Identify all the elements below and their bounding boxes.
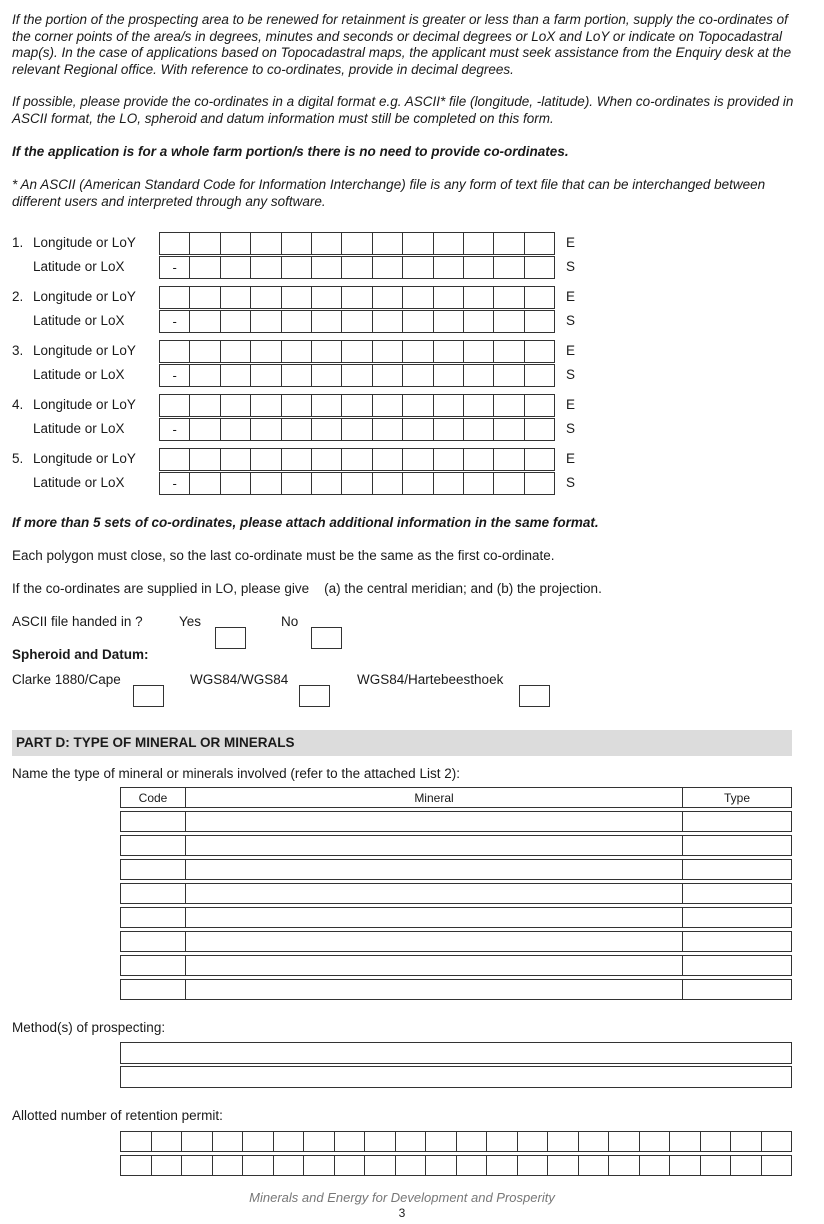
- digit-box[interactable]: [342, 418, 372, 441]
- spheroid-option-wgs84-label: WGS84/WGS84: [190, 672, 289, 687]
- permit-digit-box[interactable]: [152, 1155, 183, 1176]
- mineral-cell[interactable]: [186, 931, 683, 952]
- digit-box[interactable]: [434, 310, 464, 333]
- methods-input-line-2[interactable]: [120, 1066, 792, 1088]
- minus-sign-box: -: [160, 364, 190, 387]
- table-row: [120, 955, 792, 976]
- digit-box[interactable]: [434, 448, 464, 471]
- more-sets-note: If more than 5 sets of co-ordinates, please attach additional information in the same format.: [12, 515, 599, 530]
- south-indicator: S: [566, 367, 576, 382]
- digit-box[interactable]: [342, 256, 372, 279]
- digit-box[interactable]: [464, 286, 494, 309]
- east-indicator: E: [566, 235, 576, 250]
- digit-box[interactable]: [251, 310, 281, 333]
- digit-box[interactable]: [403, 394, 433, 417]
- permit-digit-box[interactable]: [701, 1155, 732, 1176]
- latitude-digit-boxes: [159, 472, 555, 495]
- digit-box[interactable]: [464, 472, 494, 495]
- east-indicator: E: [566, 289, 576, 304]
- type-cell[interactable]: [683, 811, 792, 832]
- column-header-mineral: Mineral: [186, 787, 683, 808]
- digit-box[interactable]: [464, 232, 494, 255]
- digit-box[interactable]: [221, 310, 251, 333]
- east-indicator: E: [566, 451, 576, 466]
- digit-box[interactable]: [312, 418, 342, 441]
- mineral-table-header-row: [120, 787, 792, 808]
- longitude-label: Longitude or LoY: [33, 289, 136, 304]
- methods-input-line-1[interactable]: [120, 1042, 792, 1064]
- east-indicator: E: [566, 397, 576, 412]
- digit-box[interactable]: [160, 340, 190, 363]
- digit-box[interactable]: [282, 286, 312, 309]
- digit-box[interactable]: [282, 310, 312, 333]
- digit-box[interactable]: [282, 418, 312, 441]
- permit-digit-box[interactable]: [731, 1131, 762, 1152]
- digit-box[interactable]: [373, 310, 403, 333]
- code-cell[interactable]: [120, 811, 186, 832]
- minus-sign-box: -: [160, 418, 190, 441]
- digit-box[interactable]: [282, 472, 312, 495]
- digit-box[interactable]: [464, 310, 494, 333]
- digit-box[interactable]: [373, 472, 403, 495]
- digit-box[interactable]: [312, 310, 342, 333]
- minus-sign-box: -: [160, 256, 190, 279]
- permit-digit-box[interactable]: [304, 1131, 335, 1152]
- permit-digit-box[interactable]: [518, 1131, 549, 1152]
- digit-box[interactable]: [342, 310, 372, 333]
- digit-box[interactable]: [434, 256, 464, 279]
- page-number: 3: [398, 1206, 406, 1220]
- ascii-no-checkbox[interactable]: [311, 627, 342, 649]
- digit-box[interactable]: [494, 232, 524, 255]
- mineral-cell[interactable]: [186, 835, 683, 856]
- mineral-cell[interactable]: [186, 907, 683, 928]
- permit-digit-row: [120, 1131, 792, 1152]
- type-cell[interactable]: [683, 835, 792, 856]
- digit-box[interactable]: [282, 256, 312, 279]
- table-row: [120, 883, 792, 904]
- latitude-digit-boxes: [159, 256, 555, 279]
- table-row: [120, 931, 792, 952]
- digit-box[interactable]: [282, 364, 312, 387]
- permit-digit-box[interactable]: [609, 1155, 640, 1176]
- digit-box[interactable]: [403, 256, 433, 279]
- permit-digit-box[interactable]: [243, 1131, 274, 1152]
- digit-box[interactable]: [251, 232, 281, 255]
- digit-box[interactable]: [525, 340, 555, 363]
- code-cell[interactable]: [120, 835, 186, 856]
- digit-box[interactable]: [221, 340, 251, 363]
- digit-box[interactable]: [464, 394, 494, 417]
- permit-digit-box[interactable]: [335, 1131, 366, 1152]
- digit-box[interactable]: [312, 394, 342, 417]
- mineral-cell[interactable]: [186, 955, 683, 976]
- intro-paragraph-1: If the portion of the prospecting area to be renewed for retainment is greater or less than a farm portion, supply the co-ordinates of the corner points of the area/s in degrees, minutes and seconds or decimal degrees or LoX and LoY or indicate on Topocadastral map(s). In the case of applications based on Topocadastral maps, the applicant must seek assistance from the Enquiry desk at the relevant Regional office. With reference to co-ordinates, provide in decimal degrees.: [12, 12, 792, 77]
- code-cell[interactable]: [120, 883, 186, 904]
- longitude-digit-boxes: [159, 232, 555, 255]
- permit-digit-box[interactable]: [365, 1131, 396, 1152]
- permit-digit-box[interactable]: [274, 1155, 305, 1176]
- spheroid-option-clarke-label: Clarke 1880/Cape: [12, 672, 121, 687]
- digit-box[interactable]: [342, 232, 372, 255]
- digit-box[interactable]: [403, 286, 433, 309]
- digit-box[interactable]: [251, 448, 281, 471]
- digit-box[interactable]: [434, 394, 464, 417]
- part-d-header: PART D: TYPE OF MINERAL OR MINERALS: [12, 730, 792, 756]
- digit-box[interactable]: [160, 232, 190, 255]
- permit-digit-box[interactable]: [548, 1155, 579, 1176]
- digit-box[interactable]: [525, 364, 555, 387]
- permit-digit-box[interactable]: [274, 1131, 305, 1152]
- digit-box[interactable]: [312, 472, 342, 495]
- digit-box[interactable]: [464, 256, 494, 279]
- longitude-digit-boxes: [159, 448, 555, 471]
- digit-box[interactable]: [403, 472, 433, 495]
- digit-box[interactable]: [312, 232, 342, 255]
- digit-box[interactable]: [282, 340, 312, 363]
- latitude-digit-boxes: [159, 364, 555, 387]
- digit-box[interactable]: [494, 340, 524, 363]
- ascii-no-label: No: [281, 614, 299, 629]
- digit-box[interactable]: [342, 286, 372, 309]
- digit-box[interactable]: [342, 364, 372, 387]
- south-indicator: S: [566, 313, 576, 328]
- digit-box[interactable]: [221, 472, 251, 495]
- digit-box[interactable]: [190, 286, 220, 309]
- digit-box[interactable]: [190, 364, 220, 387]
- permit-digit-box[interactable]: [579, 1131, 610, 1152]
- table-row: [120, 859, 792, 880]
- digit-box[interactable]: [251, 340, 281, 363]
- latitude-digit-boxes: [159, 418, 555, 441]
- digit-box[interactable]: [403, 310, 433, 333]
- permit-digit-box[interactable]: [396, 1131, 427, 1152]
- code-cell[interactable]: [120, 931, 186, 952]
- ascii-yes-checkbox[interactable]: [215, 627, 246, 649]
- longitude-label: Longitude or LoY: [33, 397, 136, 412]
- spheroid-option-hartebeesthoek-checkbox[interactable]: [519, 685, 550, 707]
- digit-box[interactable]: [525, 394, 555, 417]
- permit-digit-box[interactable]: [426, 1131, 457, 1152]
- digit-box[interactable]: [342, 394, 372, 417]
- spheroid-option-wgs84-checkbox[interactable]: [299, 685, 330, 707]
- digit-box[interactable]: [312, 448, 342, 471]
- permit-digit-box[interactable]: [762, 1131, 793, 1152]
- digit-box[interactable]: [282, 232, 312, 255]
- permit-digit-box[interactable]: [548, 1131, 579, 1152]
- permit-digit-box[interactable]: [609, 1131, 640, 1152]
- digit-box[interactable]: [160, 286, 190, 309]
- spheroid-option-hartebeesthoek-label: WGS84/Hartebeesthoek: [357, 672, 504, 687]
- digit-box[interactable]: [494, 286, 524, 309]
- table-row: [120, 835, 792, 856]
- digit-box[interactable]: [190, 418, 220, 441]
- digit-box[interactable]: [373, 232, 403, 255]
- latitude-label: Latitude or LoX: [33, 475, 125, 490]
- column-header-type: Type: [683, 787, 792, 808]
- code-cell[interactable]: [120, 955, 186, 976]
- digit-box[interactable]: [403, 340, 433, 363]
- digit-box[interactable]: [494, 394, 524, 417]
- digit-box[interactable]: [190, 310, 220, 333]
- digit-box[interactable]: [525, 448, 555, 471]
- permit-digit-box[interactable]: [182, 1155, 213, 1176]
- type-cell[interactable]: [683, 979, 792, 1000]
- permit-digit-box[interactable]: [518, 1155, 549, 1176]
- digit-box[interactable]: [373, 418, 403, 441]
- digit-box[interactable]: [494, 472, 524, 495]
- longitude-label: Longitude or LoY: [33, 235, 136, 250]
- spheroid-heading: Spheroid and Datum:: [12, 647, 149, 662]
- digit-box[interactable]: [434, 418, 464, 441]
- digit-box[interactable]: [373, 394, 403, 417]
- digit-box[interactable]: [221, 448, 251, 471]
- digit-box[interactable]: [251, 418, 281, 441]
- type-cell[interactable]: [683, 907, 792, 928]
- table-row: [120, 811, 792, 832]
- permit-digit-box[interactable]: [487, 1155, 518, 1176]
- type-cell[interactable]: [683, 955, 792, 976]
- permit-digit-box[interactable]: [213, 1155, 244, 1176]
- digit-box[interactable]: [251, 394, 281, 417]
- digit-box[interactable]: [282, 394, 312, 417]
- digit-box[interactable]: [373, 256, 403, 279]
- permit-digit-box[interactable]: [640, 1131, 671, 1152]
- digit-box[interactable]: [464, 418, 494, 441]
- mineral-cell[interactable]: [186, 811, 683, 832]
- digit-box[interactable]: [251, 472, 281, 495]
- digit-box[interactable]: [525, 256, 555, 279]
- longitude-digit-boxes: [159, 394, 555, 417]
- digit-box[interactable]: [190, 340, 220, 363]
- permit-digit-box[interactable]: [457, 1131, 488, 1152]
- east-indicator: E: [566, 343, 576, 358]
- digit-box[interactable]: [221, 256, 251, 279]
- south-indicator: S: [566, 259, 576, 274]
- permit-digit-box[interactable]: [731, 1155, 762, 1176]
- polygon-note: Each polygon must close, so the last co-ordinate must be the same as the first co-ordinate.: [12, 548, 555, 563]
- permit-digit-box[interactable]: [152, 1131, 183, 1152]
- permit-digit-box[interactable]: [701, 1131, 732, 1152]
- latitude-digit-boxes: [159, 310, 555, 333]
- digit-box[interactable]: [190, 448, 220, 471]
- minus-sign-box: -: [160, 472, 190, 495]
- type-cell[interactable]: [683, 883, 792, 904]
- table-row: [120, 979, 792, 1000]
- spheroid-option-clarke-checkbox[interactable]: [133, 685, 164, 707]
- digit-box[interactable]: [434, 232, 464, 255]
- coordinate-set-number: 5.: [12, 451, 24, 466]
- permit-digit-box[interactable]: [457, 1155, 488, 1176]
- digit-box[interactable]: [221, 418, 251, 441]
- code-cell[interactable]: [120, 907, 186, 928]
- digit-box[interactable]: [312, 340, 342, 363]
- digit-box[interactable]: [251, 256, 281, 279]
- longitude-digit-boxes: [159, 286, 555, 309]
- digit-box[interactable]: [342, 340, 372, 363]
- code-cell[interactable]: [120, 979, 186, 1000]
- code-cell[interactable]: [120, 859, 186, 880]
- mineral-cell[interactable]: [186, 979, 683, 1000]
- south-indicator: S: [566, 475, 576, 490]
- digit-box[interactable]: [403, 232, 433, 255]
- digit-box[interactable]: [494, 256, 524, 279]
- table-row: [120, 907, 792, 928]
- latitude-label: Latitude or LoX: [33, 367, 125, 382]
- permit-digit-box[interactable]: [304, 1155, 335, 1176]
- minus-sign-box: -: [160, 310, 190, 333]
- permit-digit-box[interactable]: [670, 1131, 701, 1152]
- south-indicator: S: [566, 421, 576, 436]
- digit-box[interactable]: [312, 364, 342, 387]
- permit-digit-box[interactable]: [335, 1155, 366, 1176]
- digit-box[interactable]: [312, 286, 342, 309]
- digit-box[interactable]: [251, 286, 281, 309]
- digit-box[interactable]: [160, 448, 190, 471]
- digit-box[interactable]: [464, 448, 494, 471]
- intro-paragraph-2: If possible, please provide the co-ordinates in a digital format e.g. ASCII* file (longitude, -latitude). When co-ordinates is provided in ASCII format, the LO, spheroid and datum information must still be completed on this form.: [12, 94, 794, 126]
- permit-digit-box[interactable]: [640, 1155, 671, 1176]
- digit-box[interactable]: [464, 340, 494, 363]
- digit-box[interactable]: [251, 364, 281, 387]
- lo-info-note: If the co-ordinates are supplied in LO, please give (a) the central meridian; and (b) the projection.: [12, 581, 602, 596]
- digit-box[interactable]: [312, 256, 342, 279]
- intro-paragraph-3: If the application is for a whole farm portion/s there is no need to provide co-ordinates.: [12, 144, 569, 159]
- ascii-yes-label: Yes: [179, 614, 202, 629]
- digit-box[interactable]: [494, 448, 524, 471]
- mineral-table: [120, 784, 792, 1003]
- digit-box[interactable]: [403, 448, 433, 471]
- digit-box[interactable]: [190, 232, 220, 255]
- coordinate-set-number: 3.: [12, 343, 24, 358]
- column-header-code: Code: [120, 787, 186, 808]
- permit-digit-box[interactable]: [213, 1131, 244, 1152]
- footer-slogan: Minerals and Energy for Development and Prosperity: [249, 1190, 555, 1205]
- digit-box[interactable]: [190, 256, 220, 279]
- permit-digit-box[interactable]: [182, 1131, 213, 1152]
- latitude-label: Latitude or LoX: [33, 313, 125, 328]
- permit-digit-box[interactable]: [243, 1155, 274, 1176]
- latitude-label: Latitude or LoX: [33, 259, 125, 274]
- digit-box[interactable]: [373, 364, 403, 387]
- permit-digit-row: [120, 1155, 792, 1176]
- permit-label: Allotted number of retention permit:: [12, 1108, 223, 1123]
- ascii-footnote: * An ASCII (American Standard Code for Information Interchange) file is any form of text file that can be interchanged between different users and interpreted through any software.: [12, 177, 766, 209]
- mineral-cell[interactable]: [186, 859, 683, 880]
- permit-digit-box[interactable]: [365, 1155, 396, 1176]
- type-cell[interactable]: [683, 931, 792, 952]
- digit-box[interactable]: [434, 286, 464, 309]
- digit-box[interactable]: [342, 448, 372, 471]
- coordinate-set-number: 2.: [12, 289, 24, 304]
- longitude-label: Longitude or LoY: [33, 451, 136, 466]
- digit-box[interactable]: [160, 394, 190, 417]
- latitude-label: Latitude or LoX: [33, 421, 125, 436]
- coordinate-set-number: 1.: [12, 235, 24, 250]
- permit-digit-box[interactable]: [426, 1155, 457, 1176]
- permit-digit-box[interactable]: [579, 1155, 610, 1176]
- mineral-cell[interactable]: [186, 883, 683, 904]
- permit-digit-box[interactable]: [762, 1155, 793, 1176]
- digit-box[interactable]: [403, 364, 433, 387]
- permit-digit-box[interactable]: [396, 1155, 427, 1176]
- methods-label: Method(s) of prospecting:: [12, 1020, 166, 1035]
- digit-box[interactable]: [221, 394, 251, 417]
- digit-box[interactable]: [221, 286, 251, 309]
- digit-box[interactable]: [434, 340, 464, 363]
- mineral-instruction: Name the type of mineral or minerals involved (refer to the attached List 2):: [12, 766, 460, 781]
- digit-box[interactable]: [494, 364, 524, 387]
- digit-box[interactable]: [190, 472, 220, 495]
- digit-box[interactable]: [342, 472, 372, 495]
- digit-box[interactable]: [494, 310, 524, 333]
- digit-box[interactable]: [282, 448, 312, 471]
- type-cell[interactable]: [683, 859, 792, 880]
- digit-box[interactable]: [403, 418, 433, 441]
- longitude-label: Longitude or LoY: [33, 343, 136, 358]
- digit-box[interactable]: [525, 472, 555, 495]
- digit-box[interactable]: [525, 286, 555, 309]
- digit-box[interactable]: [373, 448, 403, 471]
- digit-box[interactable]: [494, 418, 524, 441]
- permit-digit-box[interactable]: [487, 1131, 518, 1152]
- permit-digit-box[interactable]: [670, 1155, 701, 1176]
- digit-box[interactable]: [221, 232, 251, 255]
- digit-box[interactable]: [464, 364, 494, 387]
- digit-box[interactable]: [525, 418, 555, 441]
- digit-box[interactable]: [525, 232, 555, 255]
- permit-digit-box[interactable]: [121, 1131, 152, 1152]
- permit-digit-box[interactable]: [121, 1155, 152, 1176]
- digit-box[interactable]: [221, 364, 251, 387]
- digit-box[interactable]: [373, 340, 403, 363]
- digit-box[interactable]: [373, 286, 403, 309]
- digit-box[interactable]: [434, 364, 464, 387]
- longitude-digit-boxes: [159, 340, 555, 363]
- digit-box[interactable]: [434, 472, 464, 495]
- ascii-handed-in-label: ASCII file handed in ?: [12, 614, 143, 629]
- digit-box[interactable]: [190, 394, 220, 417]
- coordinate-set-number: 4.: [12, 397, 24, 412]
- digit-box[interactable]: [525, 310, 555, 333]
